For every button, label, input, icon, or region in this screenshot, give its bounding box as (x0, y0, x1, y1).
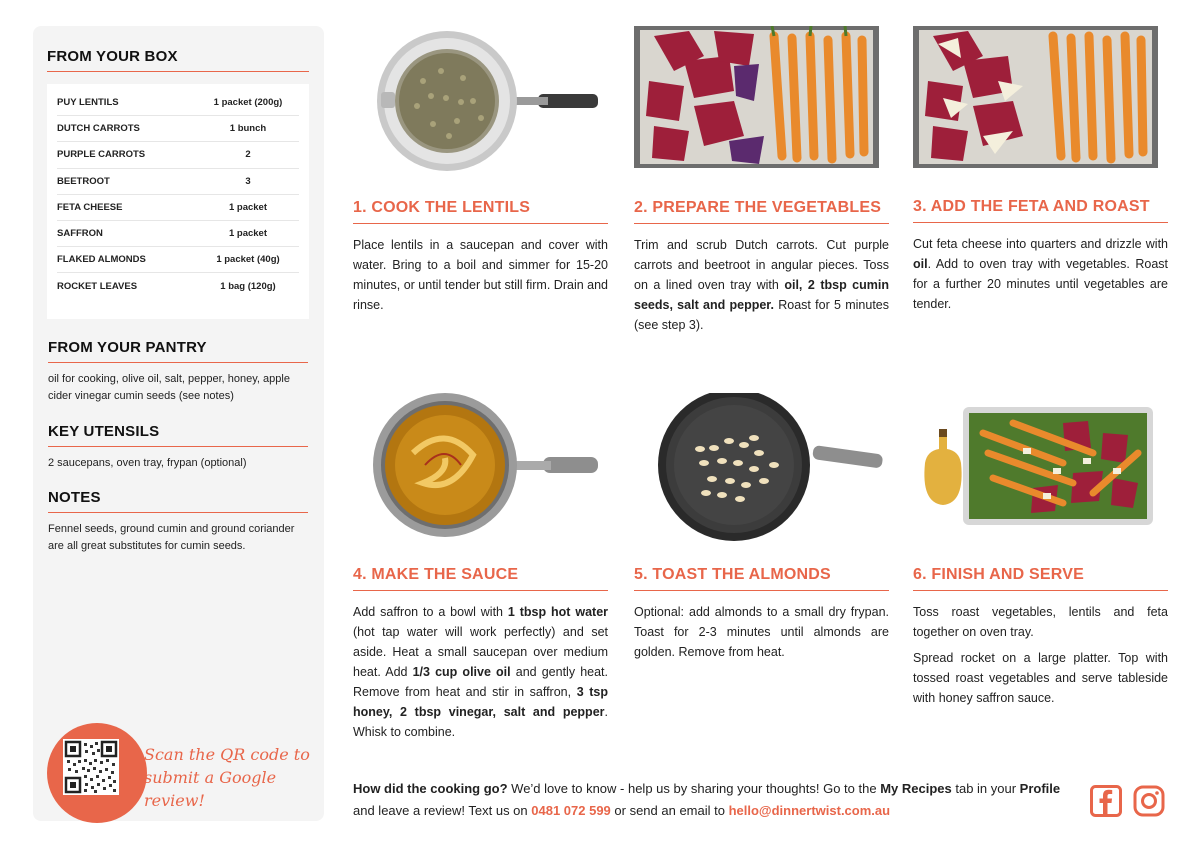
ingredient-qty: 2 (245, 149, 251, 161)
facebook-icon[interactable] (1090, 785, 1122, 817)
text-segment: and gently heat. Remove from heat and stir in saffron, (353, 665, 608, 699)
feedback-footer (353, 778, 1073, 822)
step-2 (634, 26, 889, 335)
utensils-heading: KEY UTENSILS (48, 423, 308, 447)
utensils-text: 2 saucepans, oven tray, frypan (optional) (48, 457, 247, 469)
step-paragraph (913, 234, 1168, 314)
ingredient-row (57, 247, 299, 273)
step-body (353, 602, 608, 742)
pantry-heading: FROM YOUR PANTRY (48, 339, 308, 363)
contact-link[interactable]: 0481 072 599 (531, 803, 611, 818)
ingredient-name: ROCKET LEAVES (57, 280, 138, 292)
text-segment: (hot tap water will work perfectly) and set aside. Heat a small saucepan over medium heat. Add (353, 625, 608, 679)
bold-text: How did the cooking go? (353, 781, 508, 796)
text-segment: tab in your (951, 781, 1020, 796)
finished-platter-photo (913, 393, 1168, 543)
ingredient-name: PUY LENTILS (57, 97, 119, 109)
qr-badge (47, 723, 147, 823)
notes-section (48, 489, 308, 555)
step-body (634, 602, 889, 662)
bold-text: Profile (1019, 781, 1061, 796)
bold-text: My Recipes (880, 781, 952, 796)
ingredient-qty: 1 packet (228, 201, 268, 213)
ingredient-qty: 1 bunch (229, 123, 267, 135)
ingredient-row (57, 273, 299, 299)
feta-on-tray-photo (913, 26, 1168, 176)
from-your-box-section (47, 48, 309, 319)
text-segment: Place lentils in a saucepan and cover with water. Bring to a boil and simmer for 15-20 minutes, or until tender but still firm. Drain and rinse. (353, 238, 608, 312)
text-segment: . Whisk to combine. (353, 705, 608, 739)
bold-text: 1 tbsp hot water (507, 605, 609, 619)
step-body (913, 602, 1168, 708)
step-6 (913, 393, 1168, 708)
bold-text: 3 tsp honey, 2 tbsp vinegar, salt and pepper (353, 685, 608, 719)
step-title: 1. COOK THE LENTILS (353, 199, 608, 224)
step-paragraph (913, 602, 1168, 642)
ingredient-qty: 1 bag (120g) (220, 280, 276, 292)
instagram-icon[interactable] (1133, 785, 1165, 817)
qr-code-icon[interactable] (63, 739, 119, 795)
bold-text: oil, 2 tbsp cumin seeds, salt and pepper. (634, 278, 889, 312)
step-paragraph (913, 648, 1168, 708)
text-segment: Toss roast vegetables, lentils and feta together on oven tray. (913, 605, 1168, 639)
ingredient-row (57, 116, 299, 142)
ingredient-qty: 1 packet (228, 228, 268, 240)
ingredient-qty: 1 packet (40g) (216, 254, 280, 266)
contact-link[interactable]: hello@dinnertwist.com.au (728, 803, 891, 818)
ingredient-row (57, 90, 299, 116)
text-segment: . Add to oven tray with vegetables. Roast for a further 20 minutes until vegetables are tender. (913, 257, 1168, 311)
ingredient-qty: 3 (245, 175, 251, 187)
saffron-sauce-photo (353, 393, 608, 543)
step-paragraph (353, 235, 608, 315)
step-body (913, 234, 1168, 314)
step-1 (353, 26, 608, 315)
step-5 (634, 393, 889, 662)
lentils-in-strainer-photo (353, 26, 608, 176)
text-segment: Cut feta cheese into quarters and drizzle with (913, 237, 1168, 251)
ingredient-name: PURPLE CARROTS (57, 149, 146, 161)
notes-heading: NOTES (48, 489, 308, 513)
ingredient-row (57, 142, 299, 168)
step-title: 2. PREPARE THE VEGETABLES (634, 199, 889, 224)
step-body (353, 235, 608, 315)
pantry-text: oil for cooking, olive oil, salt, pepper, honey, apple cider vinegar cumin seeds (see notes) (48, 373, 290, 402)
ingredients-table (47, 84, 309, 319)
qr-review-text: Scan the QR code to submit a Google review! (144, 745, 310, 810)
step-4 (353, 393, 608, 742)
text-segment: We’d love to know - help us by sharing your thoughts! Go to the (507, 781, 881, 796)
ingredient-row (57, 195, 299, 221)
bold-text: oil (913, 257, 928, 271)
from-your-box-heading: FROM YOUR BOX (47, 48, 309, 72)
step-3 (913, 26, 1168, 314)
step-body (634, 235, 889, 335)
step-title: 5. TOAST THE ALMONDS (634, 566, 889, 591)
text-segment: Optional: add almonds to a small dry frypan. Toast for 2-3 minutes until almonds are golden. Remove from heat. (634, 605, 889, 659)
almonds-in-frypan-photo (634, 393, 889, 543)
ingredient-name: DUTCH CARROTS (57, 123, 140, 135)
step-paragraph (634, 602, 889, 662)
vegetables-on-tray-photo (634, 26, 889, 176)
ingredient-name: FLAKED ALMONDS (57, 254, 146, 266)
pantry-section (48, 339, 308, 405)
notes-text: Fennel seeds, ground cumin and ground coriander are all great substitutes for cumin seeds. (48, 523, 295, 552)
ingredient-qty: 1 packet (200g) (213, 97, 283, 109)
text-segment: Roast for 5 minutes (see step 3). (634, 298, 889, 332)
ingredient-name: FETA CHEESE (57, 201, 123, 213)
step-paragraph (353, 602, 608, 742)
text-segment: and leave a review! Text us on (353, 803, 532, 818)
utensils-section (48, 423, 308, 472)
ingredient-name: BEETROOT (57, 175, 110, 187)
text-segment: or send an email to (610, 803, 729, 818)
text-segment: Spread rocket on a large platter. Top with tossed roast vegetables and serve tableside with honey saffron sauce. (913, 651, 1168, 705)
step-title: 6. FINISH AND SERVE (913, 566, 1168, 591)
step-title: 3. ADD THE FETA AND ROAST (913, 198, 1168, 223)
ingredient-row (57, 169, 299, 195)
sidebar (33, 26, 324, 821)
ingredient-row (57, 221, 299, 247)
step-title: 4. MAKE THE SAUCE (353, 566, 608, 591)
text-segment: Add saffron to a bowl with (353, 605, 508, 619)
step-paragraph (634, 235, 889, 335)
text-segment: Trim and scrub Dutch carrots. Cut purple carrots and beetroot in angular pieces. Toss on a lined oven tray with (634, 238, 889, 292)
ingredient-name: SAFFRON (57, 228, 103, 240)
bold-text: 1/3 cup olive oil (412, 665, 511, 679)
